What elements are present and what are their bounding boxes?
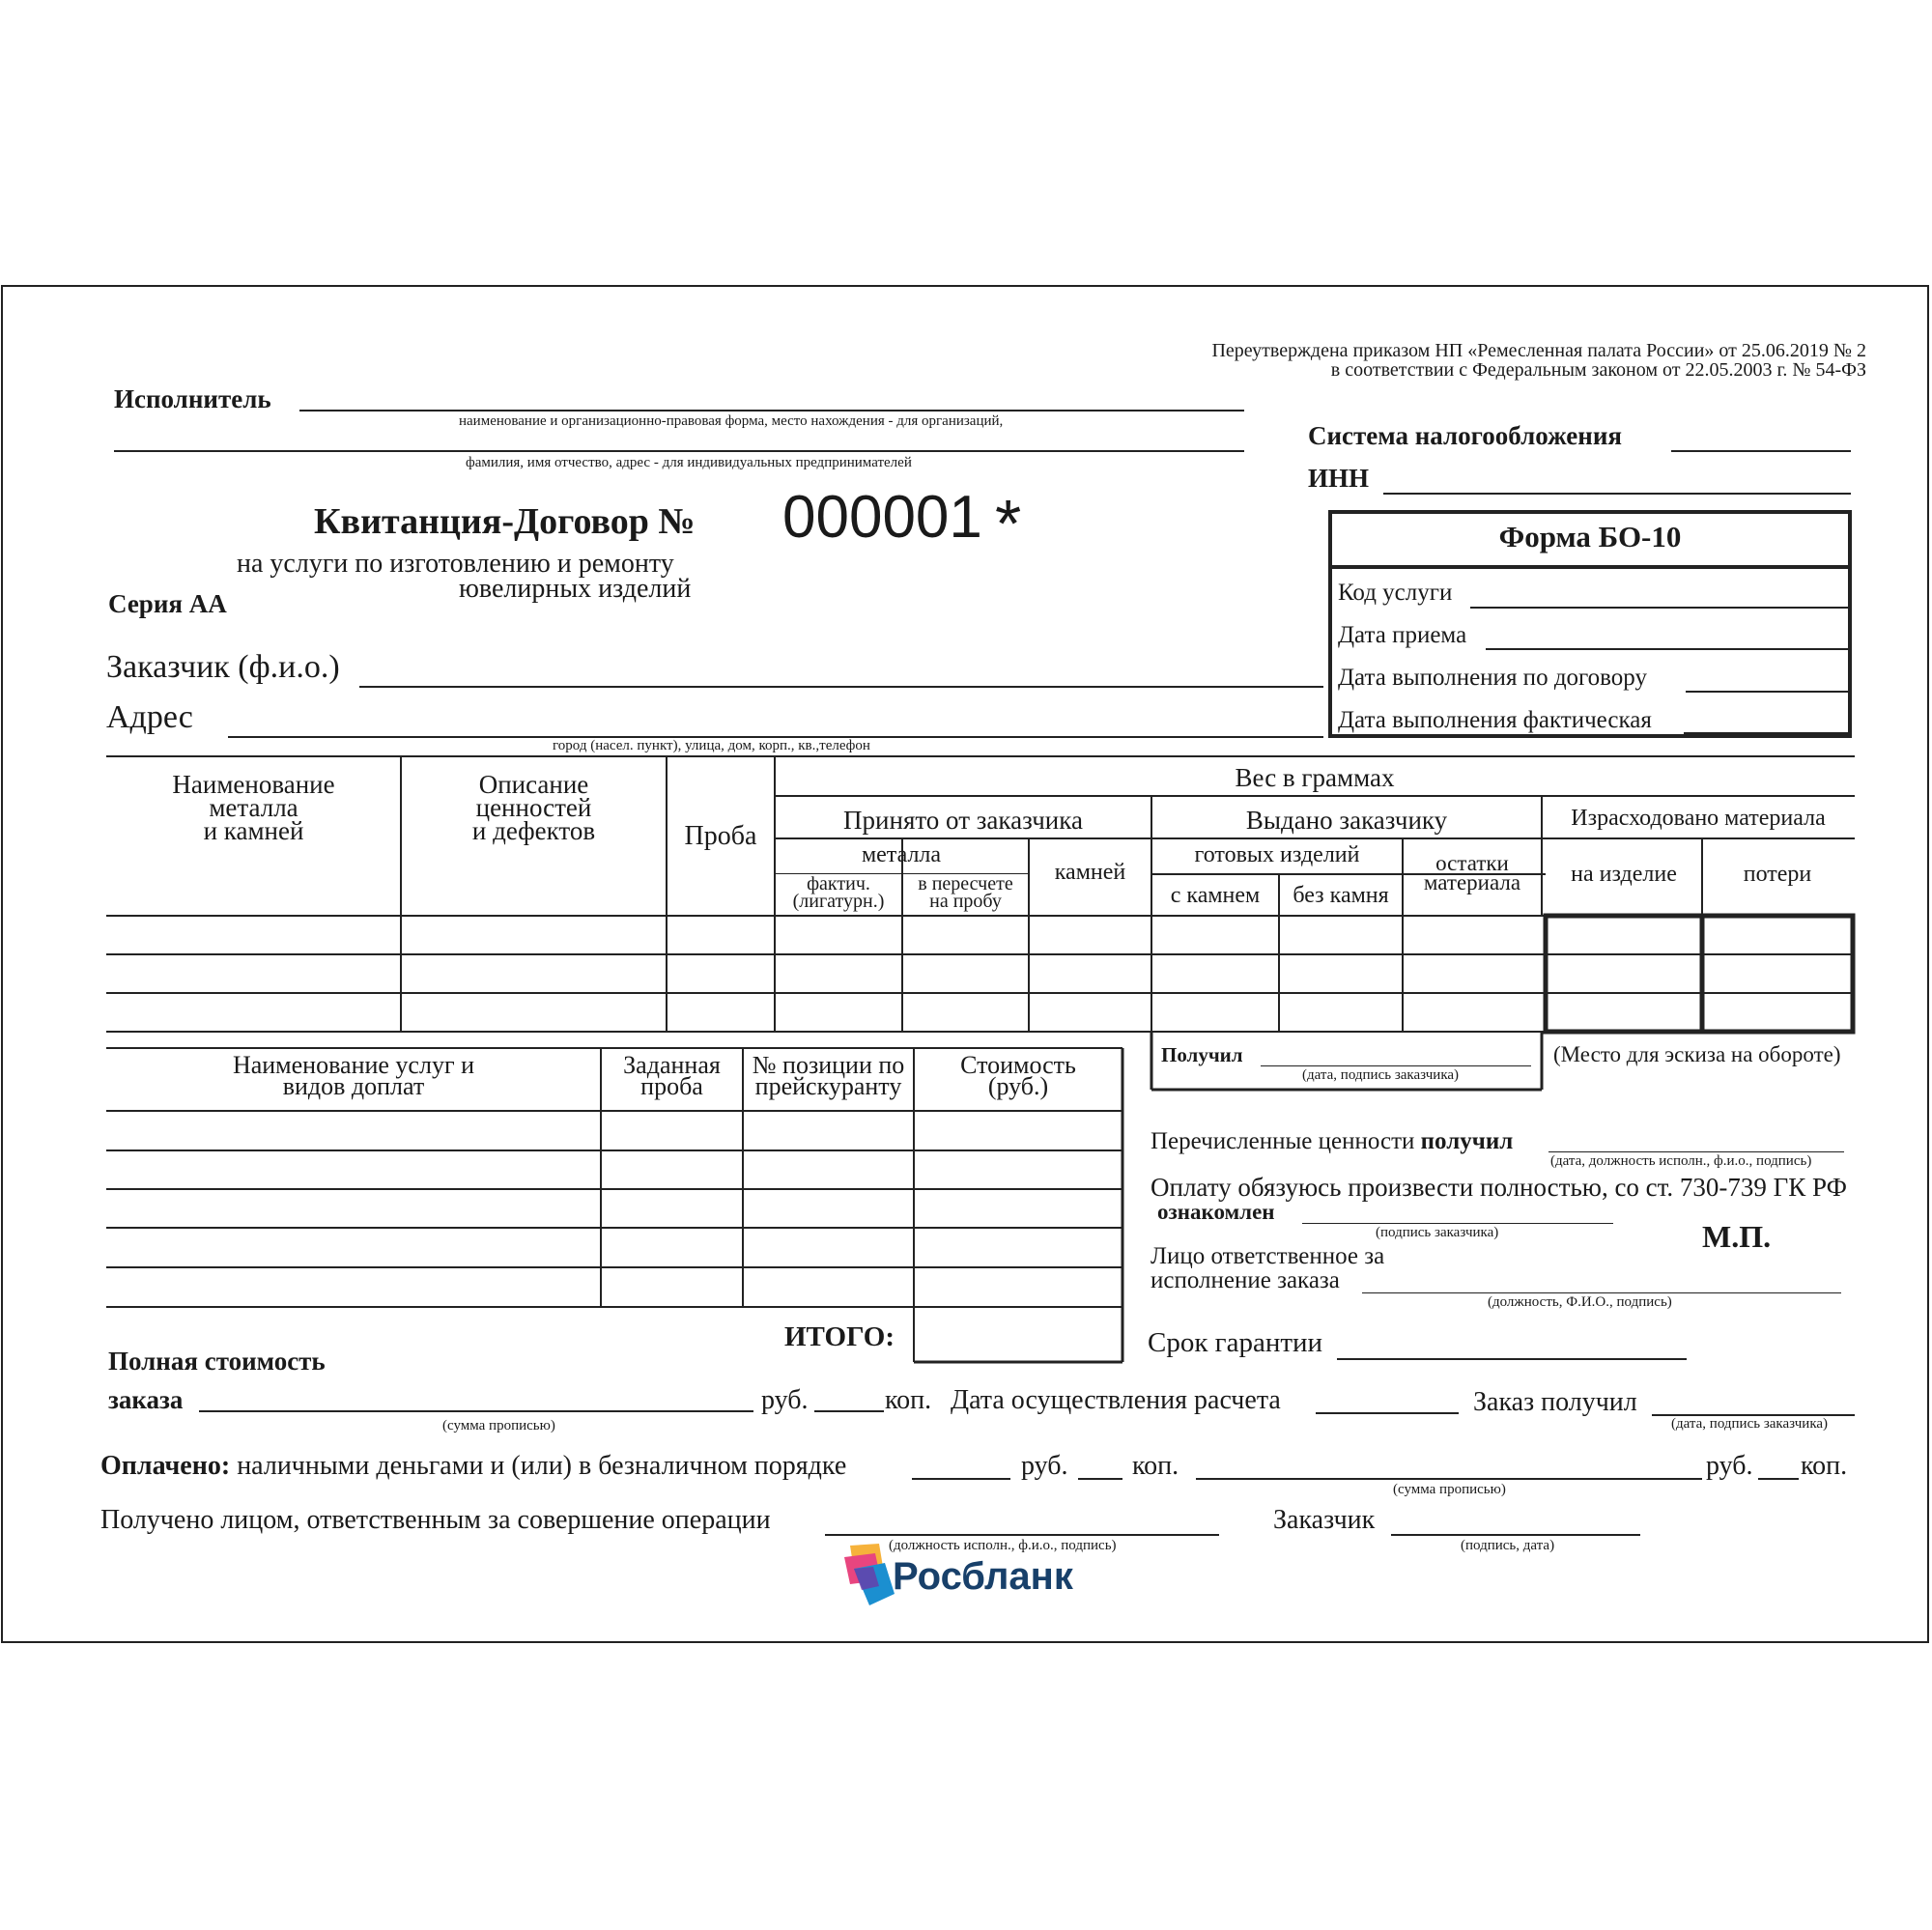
- settlement-date-field[interactable]: [1316, 1412, 1459, 1414]
- col-services-l1: Наименование услуг и: [232, 1051, 475, 1079]
- accepted-header: Принято от заказчика: [843, 806, 1083, 835]
- fact-l2: (лигатурн.): [792, 891, 885, 912]
- recalc-l1: в пересчете: [918, 873, 1013, 894]
- recalc-l2: на пробу: [929, 891, 1002, 912]
- received-by-field[interactable]: [825, 1534, 1219, 1536]
- full-cost-kop-field[interactable]: [814, 1410, 884, 1412]
- on-item-header: на изделие: [1571, 862, 1677, 887]
- brand-name: Росбланк: [893, 1555, 1073, 1598]
- paid-text: наличными деньгами и (или) в безналичном порядке: [230, 1451, 847, 1481]
- metal-subheader: металла: [861, 842, 942, 867]
- responsible-label: [1151, 1244, 1384, 1292]
- address-label: Адрес: [106, 699, 193, 735]
- received-label: Получил: [1161, 1043, 1243, 1066]
- document-title: Квитанция-Договор №: [314, 501, 696, 542]
- paid-kop-field[interactable]: [1078, 1478, 1122, 1480]
- responsible-field[interactable]: [1362, 1292, 1841, 1293]
- full-cost-kop: коп.: [885, 1385, 932, 1415]
- paid-kop: коп.: [1132, 1451, 1179, 1481]
- tax-system-label: Система налогообложения: [1308, 421, 1623, 450]
- leftovers-l2: материала: [1423, 870, 1521, 894]
- col-desc-l1: Описание: [478, 770, 589, 799]
- payment-commitment: Оплату обязуюсь произвести полностью, со ст. 730-739 ГК РФ: [1151, 1173, 1847, 1202]
- responsible-l2: исполнение заказа: [1151, 1267, 1340, 1293]
- acquainted-field[interactable]: [1302, 1223, 1613, 1224]
- inn-label: ИНН: [1308, 464, 1370, 493]
- total-field[interactable]: [915, 1308, 1122, 1361]
- stones-header: камней: [1054, 860, 1126, 885]
- date-actual-label: Дата выполнения фактическая: [1338, 707, 1652, 733]
- valuables-prefix: Перечисленные ценности: [1151, 1128, 1421, 1154]
- form-box-title: Форма БО-10: [1498, 520, 1682, 553]
- paid-label: Оплачено:: [100, 1451, 231, 1481]
- col-cost-l1: Стоимость: [960, 1051, 1076, 1079]
- losses-header: потери: [1743, 862, 1812, 887]
- executor-caption-2: фамилия, имя отчество, адрес - для индивидуальных предпринимателей: [466, 455, 912, 470]
- responsible-l1: Лицо ответственное за: [1151, 1243, 1385, 1269]
- warranty-label: Срок гарантии: [1148, 1327, 1323, 1358]
- document-subtitle-1: на услуги по изготовлению и ремонту: [237, 549, 674, 579]
- received-by-caption: (должность исполн., ф.и.о., подпись): [889, 1538, 1117, 1553]
- issued-header: Выдано заказчику: [1245, 806, 1448, 835]
- col-desc-l3: и дефектов: [471, 816, 596, 845]
- col-services-l2: видов доплат: [282, 1072, 425, 1100]
- col-desc-l2: ценностей: [475, 793, 592, 822]
- warranty-field[interactable]: [1337, 1358, 1687, 1360]
- order-received-label: Заказ получил: [1473, 1387, 1637, 1417]
- customer-sign-label: Заказчик: [1273, 1505, 1376, 1535]
- paid-sum-caption: (сумма прописью): [1393, 1482, 1506, 1497]
- series-label: Серия АА: [108, 589, 227, 618]
- col-target-proba-l1: Заданная: [623, 1051, 721, 1079]
- full-cost-label-2: заказа: [108, 1385, 184, 1414]
- order-received-caption: (дата, подпись заказчика): [1671, 1416, 1829, 1432]
- spent-header: Израсходовано материала: [1571, 806, 1826, 831]
- without-stone-header: без камня: [1293, 883, 1389, 908]
- paid-rub: руб.: [1021, 1451, 1068, 1481]
- col-price-pos-l2: прейскуранту: [754, 1072, 902, 1100]
- executor-label: Исполнитель: [114, 384, 271, 413]
- responsible-caption: (должность, Ф.И.О., подпись): [1488, 1294, 1672, 1310]
- col-target-proba-header: [601, 1051, 743, 1100]
- paid-sum-kop: коп.: [1801, 1451, 1848, 1481]
- paid-sum-field[interactable]: [1196, 1478, 1702, 1480]
- col-metal-l3: и камней: [203, 816, 304, 845]
- document-subtitle-2: ювелирных изделий: [459, 574, 692, 604]
- full-cost-sum-caption: (сумма прописью): [442, 1418, 555, 1433]
- customer-name-label: Заказчик (ф.и.о.): [106, 649, 340, 685]
- paid-sum-kop-field[interactable]: [1758, 1478, 1799, 1480]
- col-metal-l2: металла: [209, 793, 298, 822]
- received-field[interactable]: [1261, 1065, 1531, 1066]
- acquainted-caption: (подпись заказчика): [1376, 1225, 1499, 1240]
- col-cost-l2: (руб.): [987, 1072, 1049, 1100]
- valuables-received-line: [1151, 1128, 1513, 1155]
- approval-line-2: в соответствии с Федеральным законом от 22.05.2003 г. № 54-ФЗ: [1330, 359, 1866, 381]
- executor-caption-1: наименование и организационно-правовая форма, место нахождения - для организаций,: [459, 413, 1004, 429]
- weight-header: Вес в граммах: [1235, 763, 1395, 792]
- approval-line-1: Переутверждена приказом НП «Ремесленная палата России» от 25.06.2019 № 2: [1211, 340, 1866, 361]
- received-caption: (дата, подпись заказчика): [1302, 1067, 1460, 1083]
- customer-sign-field[interactable]: [1391, 1534, 1640, 1536]
- date-received-label: Дата приема: [1338, 622, 1467, 648]
- valuables-caption: (дата, должность исполн., ф.и.о., подпись): [1550, 1153, 1812, 1169]
- fact-l1: фактич.: [807, 873, 870, 894]
- received-by-label: Получено лицом, ответственным за совершение операции: [100, 1505, 771, 1535]
- valuables-bold: получил: [1420, 1128, 1514, 1154]
- valuables-received-field[interactable]: [1548, 1151, 1844, 1152]
- document-number: 000001: [782, 484, 982, 551]
- col-cost-header: [914, 1051, 1122, 1100]
- asterisk-mark: *: [995, 486, 1022, 561]
- full-cost-sum-field[interactable]: [199, 1410, 753, 1412]
- sketch-note: (Место для эскиза на обороте): [1553, 1042, 1841, 1066]
- full-cost-rub: руб.: [761, 1385, 809, 1415]
- col-target-proba-l2: проба: [640, 1072, 703, 1100]
- address-caption: город (насел. пункт), улица, дом, корп., кв.,телефон: [553, 738, 870, 753]
- paid-sum-rub: руб.: [1706, 1451, 1753, 1481]
- service-code-label: Код услуги: [1338, 580, 1453, 606]
- total-label: ИТОГО:: [784, 1321, 895, 1352]
- date-contract-label: Дата выполнения по договору: [1338, 665, 1647, 691]
- paid-rub-field[interactable]: [912, 1478, 1010, 1480]
- finished-subheader: готовых изделий: [1194, 842, 1360, 867]
- paid-line: [100, 1451, 846, 1482]
- with-stone-header: с камнем: [1170, 883, 1261, 908]
- leftovers-l1: остатки: [1435, 851, 1509, 875]
- customer-sign-caption: (подпись, дата): [1461, 1538, 1555, 1553]
- settlement-date-label: Дата осуществления расчета: [951, 1385, 1281, 1415]
- full-cost-label: Полная стоимость: [108, 1347, 326, 1376]
- col-proba-header: Проба: [684, 821, 757, 851]
- col-services-header: [106, 1051, 601, 1100]
- col-price-pos-header: [743, 1051, 914, 1100]
- col-price-pos-l1: № позиции по: [752, 1051, 905, 1079]
- col-metal-l1: Наименование: [172, 770, 335, 799]
- stamp-place: М.П.: [1702, 1219, 1772, 1254]
- acquainted-label: ознакомлен: [1157, 1200, 1275, 1224]
